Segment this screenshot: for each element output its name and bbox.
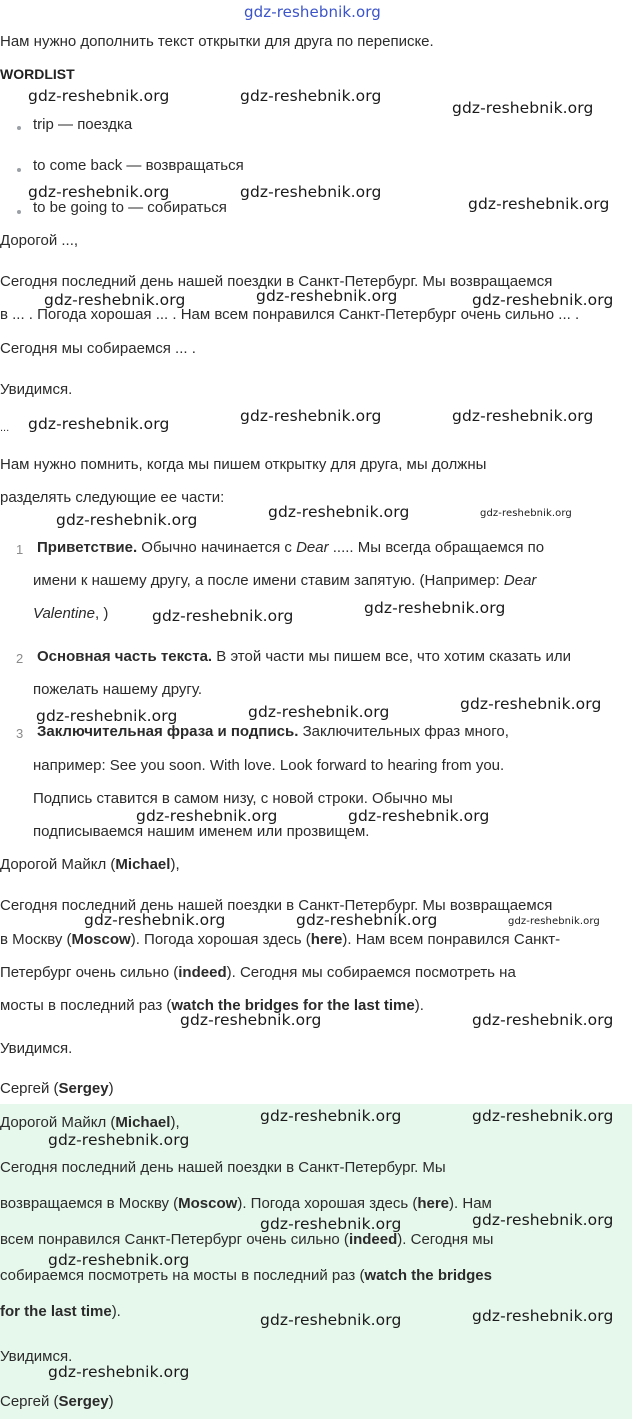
green-line-5 (0, 1303, 121, 1320)
word-ru: собираться (147, 199, 227, 216)
answer-text: мосты в последний раз ( (0, 997, 172, 1014)
answer-bold: watch the bridges (364, 1267, 492, 1284)
list-item-italic: Dear (503, 572, 537, 589)
answer-bold: Moscow (71, 931, 131, 948)
watermark: gdz-reshebnik.org (84, 911, 226, 929)
watermark: gdz-reshebnik.org (480, 508, 572, 519)
list-number: 2 (16, 651, 24, 666)
watermark: gdz-reshebnik.org (472, 1307, 614, 1325)
answer-greeting (0, 856, 180, 873)
wordlist-item-come-back (33, 157, 244, 174)
watermark: gdz-reshebnik.org (472, 1107, 614, 1125)
list-item-line: Подпись ставится в самом низу, с новой строки. Обычно мы (33, 790, 453, 807)
answer-text: всем понравился Санкт-Петербург очень сильно ( (0, 1231, 349, 1248)
watermark: gdz-reshebnik.org (452, 99, 594, 117)
answer-text: ). Погода хорошая здесь ( (130, 931, 311, 948)
list-item-title: Заключительная фраза и подпись. (37, 723, 299, 740)
watermark: gdz-reshebnik.org (508, 916, 600, 927)
watermark: gdz-reshebnik.org (472, 1211, 614, 1229)
answer-text: ). Нам всем понравился Санкт- (342, 931, 561, 948)
watermark: gdz-reshebnik.org (240, 407, 382, 425)
bullet-icon (17, 126, 21, 130)
list-item-line (33, 605, 108, 622)
list-item-line: например: See you soon. With love. Look forward to hearing from you. (33, 757, 505, 774)
answer-text: ). Погода хорошая здесь ( (237, 1195, 418, 1212)
word-en: to come back (33, 157, 123, 174)
answer-signature (0, 1080, 114, 1097)
list-item-title: Основная часть текста. (37, 648, 213, 665)
answer-text: ), (170, 856, 180, 873)
watermark: gdz-reshebnik.org (240, 183, 382, 201)
list-number: 1 (16, 542, 24, 557)
watermark: gdz-reshebnik.org (240, 87, 382, 105)
word-sep: — (53, 116, 78, 133)
task-line-3: Сегодня мы собираемся ... . (0, 340, 196, 357)
answer-text: Сергей ( (0, 1393, 59, 1410)
answer-text: Сергей ( (0, 1080, 59, 1097)
answer-text: возвращаемся в Москву ( (0, 1195, 179, 1212)
list-item-italic: Dear (296, 539, 329, 556)
answer-bold: watch the bridges for the last time (171, 997, 415, 1014)
answer-text: Дорогой Майкл ( (0, 1114, 116, 1131)
answer-text: в Москву ( (0, 931, 72, 948)
task-signature: ... (0, 422, 10, 434)
answer-bold: for the last time (0, 1303, 112, 1320)
watermark: gdz-reshebnik.org (48, 1131, 190, 1149)
green-closing: Увидимся. (0, 1348, 73, 1365)
word-en: to be going to (33, 199, 124, 216)
answer-line-1: Сегодня последний день нашей поездки в Санкт-Петербург. Мы возвращаемся (0, 897, 553, 914)
answer-bold: Sergey (58, 1393, 109, 1410)
watermark: gdz-reshebnik.org (28, 183, 170, 201)
bullet-icon (17, 168, 21, 172)
list-item-italic: Valentine (33, 605, 95, 622)
watermark: gdz-reshebnik.org (472, 1011, 614, 1029)
explanation-line-1: Нам нужно помнить, когда мы пишем открытку для друга, мы должны (0, 456, 487, 473)
green-line-1: Сегодня последний день нашей поездки в Санкт-Петербург. Мы (0, 1159, 446, 1176)
watermark: gdz-reshebnik.org (256, 287, 398, 305)
watermark: gdz-reshebnik.org (268, 503, 410, 521)
task-closing: Увидимся. (0, 381, 73, 398)
watermark: gdz-reshebnik.org (44, 291, 186, 309)
watermark: gdz-reshebnik.org (468, 195, 610, 213)
list-number: 3 (16, 726, 24, 741)
green-line-3 (0, 1231, 493, 1248)
task-line-2: в ... . Погода хорошая ... . Нам всем понравился Санкт-Петербург очень сильно ... . (0, 306, 580, 323)
answer-bold: indeed (178, 964, 227, 981)
watermark: gdz-reshebnik.org (348, 807, 490, 825)
answer-bold: here (417, 1195, 450, 1212)
task-greeting: Дорогой ..., (0, 232, 79, 249)
answer-text: ). Сегодня мы (397, 1231, 494, 1248)
list-item-greeting (37, 539, 544, 556)
watermark: gdz-reshebnik.org (260, 1311, 402, 1329)
watermark: gdz-reshebnik.org (260, 1215, 402, 1233)
watermark: gdz-reshebnik.org (28, 415, 170, 433)
answer-line-2 (0, 931, 560, 948)
answer-bold: here (310, 931, 343, 948)
word-en: trip (33, 116, 54, 133)
answer-text: ). Сегодня мы собираемся посмотреть на (226, 964, 516, 981)
answer-text: Дорогой Майкл ( (0, 856, 116, 873)
word-sep: — (123, 199, 148, 216)
answer-text: ) (108, 1080, 114, 1097)
list-item-line (33, 572, 536, 589)
green-signature (0, 1393, 114, 1410)
answer-text: ), (170, 1114, 180, 1131)
green-greeting (0, 1114, 180, 1131)
watermark: gdz-reshebnik.org (472, 291, 614, 309)
answer-bold: Michael (115, 1114, 171, 1131)
watermark: gdz-reshebnik.org (364, 599, 506, 617)
list-item-text: В этой части мы пишем все, что хотим сказать или (212, 648, 571, 665)
wordlist-item-trip (33, 116, 132, 133)
list-item-line: подписываемся нашим именем или прозвищем. (33, 823, 370, 840)
answer-bold: Michael (115, 856, 171, 873)
answer-bold: Moscow (178, 1195, 238, 1212)
watermark: gdz-reshebnik.org (48, 1251, 190, 1269)
watermark: gdz-reshebnik.org (296, 911, 438, 929)
explanation-line-2: разделять следующие ее части: (0, 489, 225, 506)
watermark: gdz-reshebnik.org (136, 807, 278, 825)
green-line-2 (0, 1195, 492, 1212)
word-ru: поездка (77, 116, 133, 133)
answer-text: собираемся посмотреть на мосты в последний раз ( (0, 1267, 365, 1284)
answer-bold: Sergey (58, 1080, 109, 1097)
watermark: gdz-reshebnik.org (248, 703, 390, 721)
list-item-main-part (37, 648, 571, 665)
answer-line-3 (0, 964, 516, 981)
watermark: gdz-reshebnik.org (180, 1011, 322, 1029)
watermark: gdz-reshebnik.org (460, 695, 602, 713)
wordlist-item-going-to (33, 199, 227, 216)
answer-closing: Увидимся. (0, 1040, 73, 1057)
list-item-text: , ) (95, 605, 109, 622)
answer-bold: indeed (348, 1231, 398, 1248)
wordlist-title: WORDLIST (0, 66, 75, 82)
answer-text: Петербург очень сильно ( (0, 964, 179, 981)
list-item-title: Приветствие. (37, 539, 138, 556)
answer-text: ). (414, 997, 424, 1014)
list-item-text: Обычно начинается с (137, 539, 297, 556)
word-sep: — (122, 157, 146, 174)
watermark: gdz-reshebnik.org (56, 511, 198, 529)
watermark: gdz-reshebnik.org (36, 707, 178, 725)
list-item-closing (37, 723, 509, 740)
list-item-text: имени к нашему другу, а после имени ставим запятую. (Например: (33, 572, 504, 589)
answer-text: ). (111, 1303, 121, 1320)
watermark: gdz-reshebnik.org (260, 1107, 402, 1125)
watermark: gdz-reshebnik.org (452, 407, 594, 425)
list-item-line: пожелать нашему другу. (33, 681, 203, 698)
intro-text: Нам нужно дополнить текст открытки для друга по переписке. (0, 33, 434, 50)
green-line-4 (0, 1267, 492, 1284)
watermark: gdz-reshebnik.org (28, 87, 170, 105)
list-item-text: Заключительных фраз много, (298, 723, 509, 740)
word-ru: возвращаться (145, 157, 244, 174)
watermark: gdz-reshebnik.org (48, 1363, 190, 1381)
answer-text: ). Нам (449, 1195, 492, 1212)
watermark-top: gdz-reshebnik.org (244, 3, 381, 21)
watermark: gdz-reshebnik.org (152, 607, 294, 625)
task-line-1: Сегодня последний день нашей поездки в Санкт-Петербург. Мы возвращаемся (0, 273, 553, 290)
list-item-text: ..... Мы всегда обращаемся по (328, 539, 545, 556)
answer-text: ) (108, 1393, 114, 1410)
bullet-icon (17, 210, 21, 214)
